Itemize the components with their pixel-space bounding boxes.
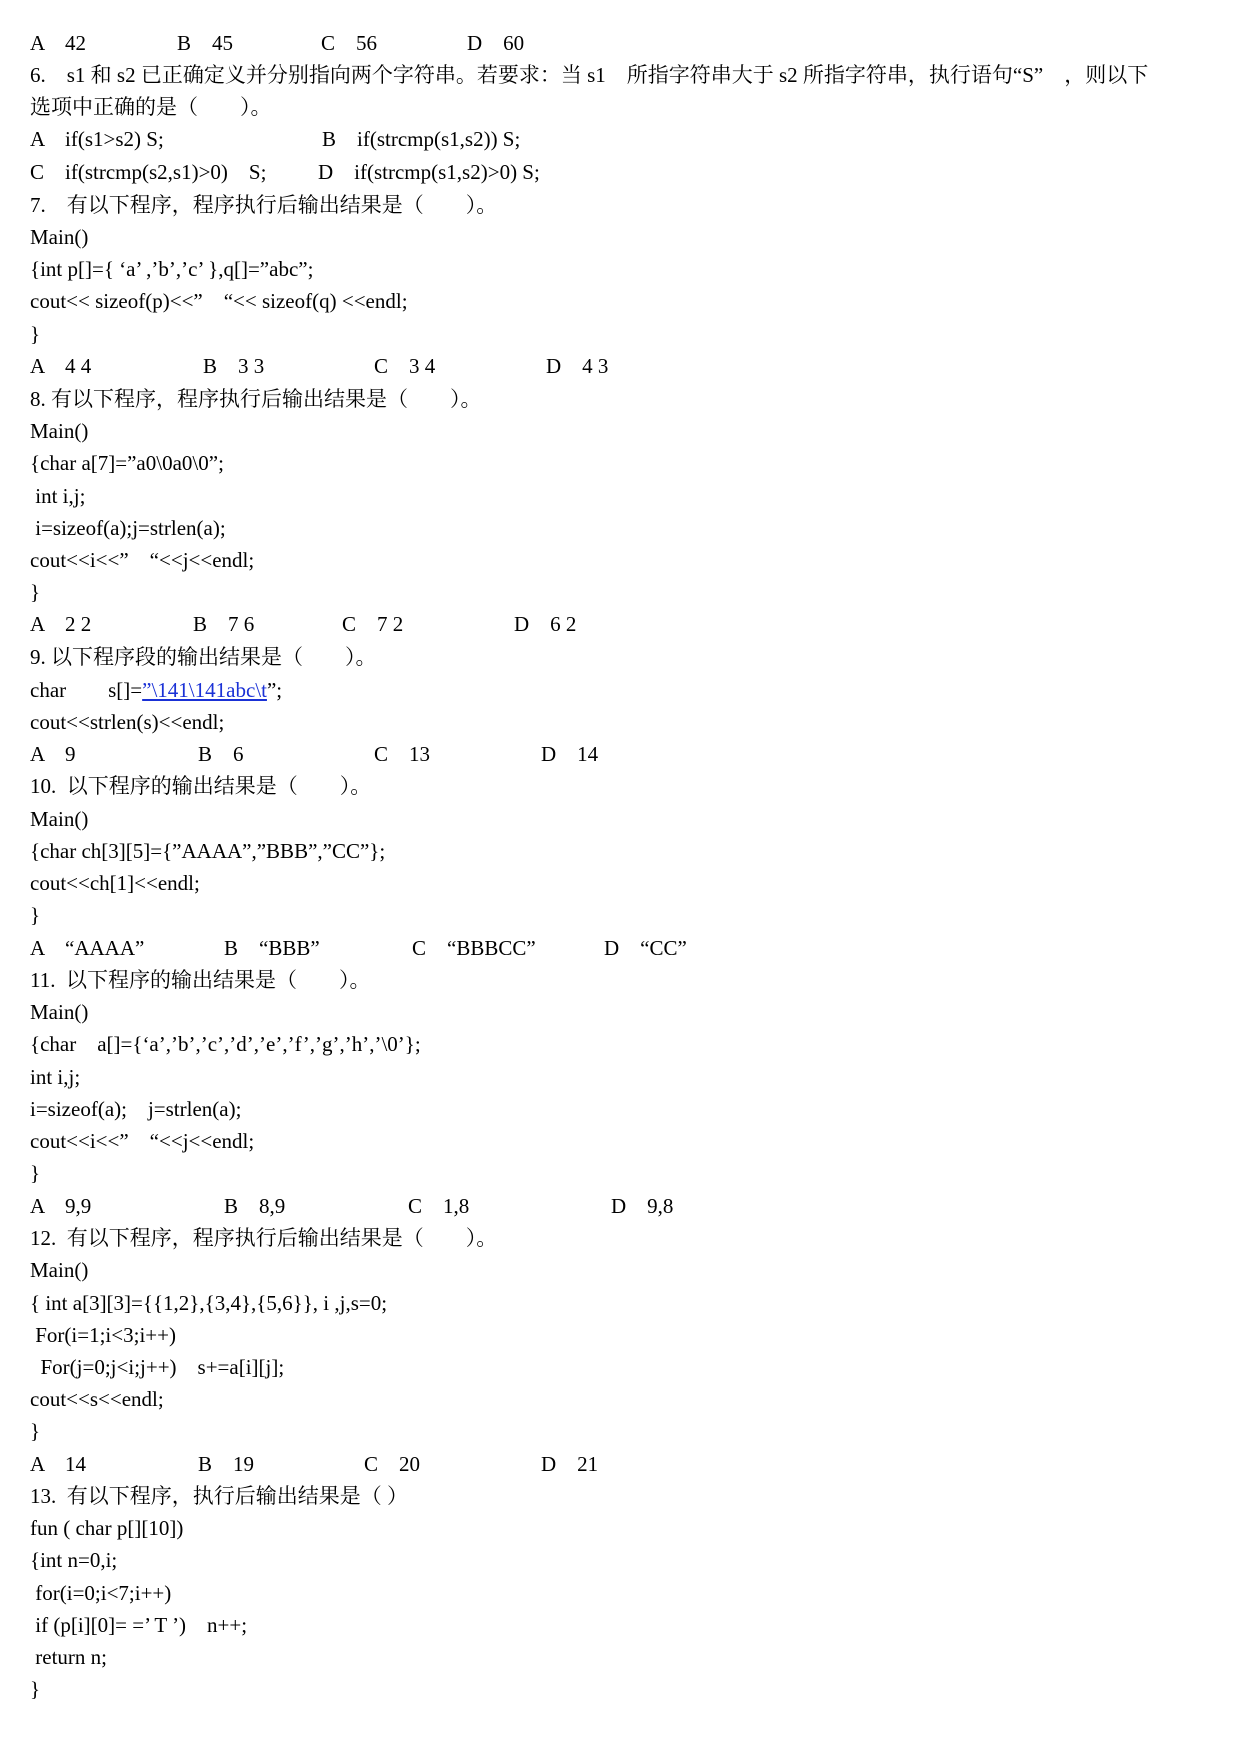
q9-code-prefix: char s[]= xyxy=(30,678,143,702)
q12-code-line: Main() xyxy=(30,1258,89,1282)
q12-option-a: A 14 xyxy=(30,1452,87,1476)
q12-code-line: } xyxy=(30,1419,41,1443)
q6-stem-line2: 选项中正确的是（ ）。 xyxy=(30,95,272,119)
q13-code-line: } xyxy=(30,1677,41,1701)
q8-stem: 8. 有以下程序，程序执行后输出结果是（ ）。 xyxy=(30,387,482,411)
q13-code-line: fun ( char p[][10]) xyxy=(30,1516,184,1540)
q8-option-c: C 7 2 xyxy=(342,612,404,636)
q9-option-d: D 14 xyxy=(541,742,599,766)
q11-option-d: D 9,8 xyxy=(611,1194,674,1218)
q8-code-line: } xyxy=(30,580,41,604)
q7-code-line: Main() xyxy=(30,225,89,249)
q5-option-d: D 60 xyxy=(467,31,525,55)
q9-code-line: cout<<strlen(s)<<endl; xyxy=(30,710,225,734)
q9-option-c: C 13 xyxy=(374,742,431,766)
q10-code-line: } xyxy=(30,903,41,927)
q8-option-a: A 2 2 xyxy=(30,612,92,636)
q7-code-line: cout<< sizeof(p)<<” “<< sizeof(q) <<endl; xyxy=(30,289,408,313)
q11-code-line: cout<<i<<” “<<j<<endl; xyxy=(30,1129,255,1153)
q7-code-line: } xyxy=(30,322,41,346)
q6-stem-line1: 6. s1 和 s2 已正确定义并分别指向两个字符串。若要求：当 s1 所指字符串大于 s2 所指字符串，执行语句“S” ，则以下 xyxy=(30,63,1149,87)
q10-stem: 10. 以下程序的输出结果是（ ）。 xyxy=(30,774,372,798)
q11-code-line: int i,j; xyxy=(30,1065,81,1089)
q13-code-line: {int n=0,i; xyxy=(30,1548,118,1572)
q12-code-line: cout<<s<<endl; xyxy=(30,1387,164,1411)
q7-option-d: D 4 3 xyxy=(546,354,609,378)
q13-code-line: return n; xyxy=(30,1645,107,1669)
q11-stem: 11. 以下程序的输出结果是（ ）。 xyxy=(30,968,371,992)
q12-option-d: D 21 xyxy=(541,1452,599,1476)
q10-option-c: C “BBBCC” xyxy=(412,936,536,960)
q9-option-a: A 9 xyxy=(30,742,76,766)
q10-code-line: Main() xyxy=(30,807,89,831)
q10-code-line: {char ch[3][5]={”AAAA”,”BBB”,”CC”}; xyxy=(30,839,386,863)
q11-option-a: A 9,9 xyxy=(30,1194,92,1218)
q11-code-line: Main() xyxy=(30,1000,89,1024)
q13-code-line: if (p[i][0]= =’ T ’) n++; xyxy=(30,1613,248,1637)
q12-code-line: For(i=1;i<3;i++) xyxy=(30,1323,176,1347)
q6-option-b: B if(strcmp(s1,s2)) S; xyxy=(322,127,521,151)
q8-code-line: int i,j; xyxy=(30,484,86,508)
q12-code-line: { int a[3][3]={{1,2},{3,4},{5,6}}, i ,j,s=0; xyxy=(30,1291,388,1315)
q11-code-line: } xyxy=(30,1161,41,1185)
q6-option-c: C if(strcmp(s2,s1)>0) S; xyxy=(30,160,267,184)
q9-code-suffix: ”; xyxy=(266,678,283,702)
q8-option-d: D 6 2 xyxy=(514,612,577,636)
q12-option-c: C 20 xyxy=(364,1452,421,1476)
q7-stem: 7. 有以下程序，程序执行后输出结果是（ ）。 xyxy=(30,193,498,217)
q8-code-line: {char a[7]=”a0\0a0\0”; xyxy=(30,451,224,475)
q6-option-d: D if(strcmp(s1,s2)>0) S; xyxy=(318,160,540,184)
q11-code-line: i=sizeof(a); j=strlen(a); xyxy=(30,1097,242,1121)
q9-string-link[interactable]: ”\141\141abc\t xyxy=(142,678,267,702)
q7-option-c: C 3 4 xyxy=(374,354,436,378)
q5-option-b: B 45 xyxy=(177,31,234,55)
q9-code-line xyxy=(30,677,282,703)
q7-option-b: B 3 3 xyxy=(203,354,265,378)
q9-stem: 9. 以下程序段的输出结果是（ ）。 xyxy=(30,645,377,669)
q7-code-line: {int p[]={ ‘a’ ,’b’,’c’ },q[]=”abc”; xyxy=(30,257,314,281)
q11-option-c: C 1,8 xyxy=(408,1194,470,1218)
q10-option-b: B “BBB” xyxy=(224,936,320,960)
q11-option-b: B 8,9 xyxy=(224,1194,286,1218)
q8-option-b: B 7 6 xyxy=(193,612,255,636)
q7-option-a: A 4 4 xyxy=(30,354,92,378)
q12-stem: 12. 有以下程序，程序执行后输出结果是（ ）。 xyxy=(30,1226,498,1250)
q12-code-line: For(j=0;j<i;j++) s+=a[i][j]; xyxy=(30,1355,285,1379)
q6-option-a: A if(s1>s2) S; xyxy=(30,127,164,151)
q9-option-b: B 6 xyxy=(198,742,244,766)
q10-code-line: cout<<ch[1]<<endl; xyxy=(30,871,200,895)
q8-code-line: Main() xyxy=(30,419,89,443)
q8-code-line: cout<<i<<” “<<j<<endl; xyxy=(30,548,255,572)
q10-option-d: D “CC” xyxy=(604,936,687,960)
q13-stem: 13. 有以下程序，执行后输出结果是（ ） xyxy=(30,1484,408,1508)
q12-option-b: B 19 xyxy=(198,1452,255,1476)
q10-option-a: A “AAAA” xyxy=(30,936,145,960)
q11-code-line: {char a[]={‘a’,’b’,’c’,’d’,’e’,’f’,’g’,’h’,’\0’}; xyxy=(30,1032,421,1056)
q5-option-c: C 56 xyxy=(321,31,378,55)
q13-code-line: for(i=0;i<7;i++) xyxy=(30,1581,172,1605)
q5-option-a: A 42 xyxy=(30,31,87,55)
q8-code-line: i=sizeof(a);j=strlen(a); xyxy=(30,516,226,540)
